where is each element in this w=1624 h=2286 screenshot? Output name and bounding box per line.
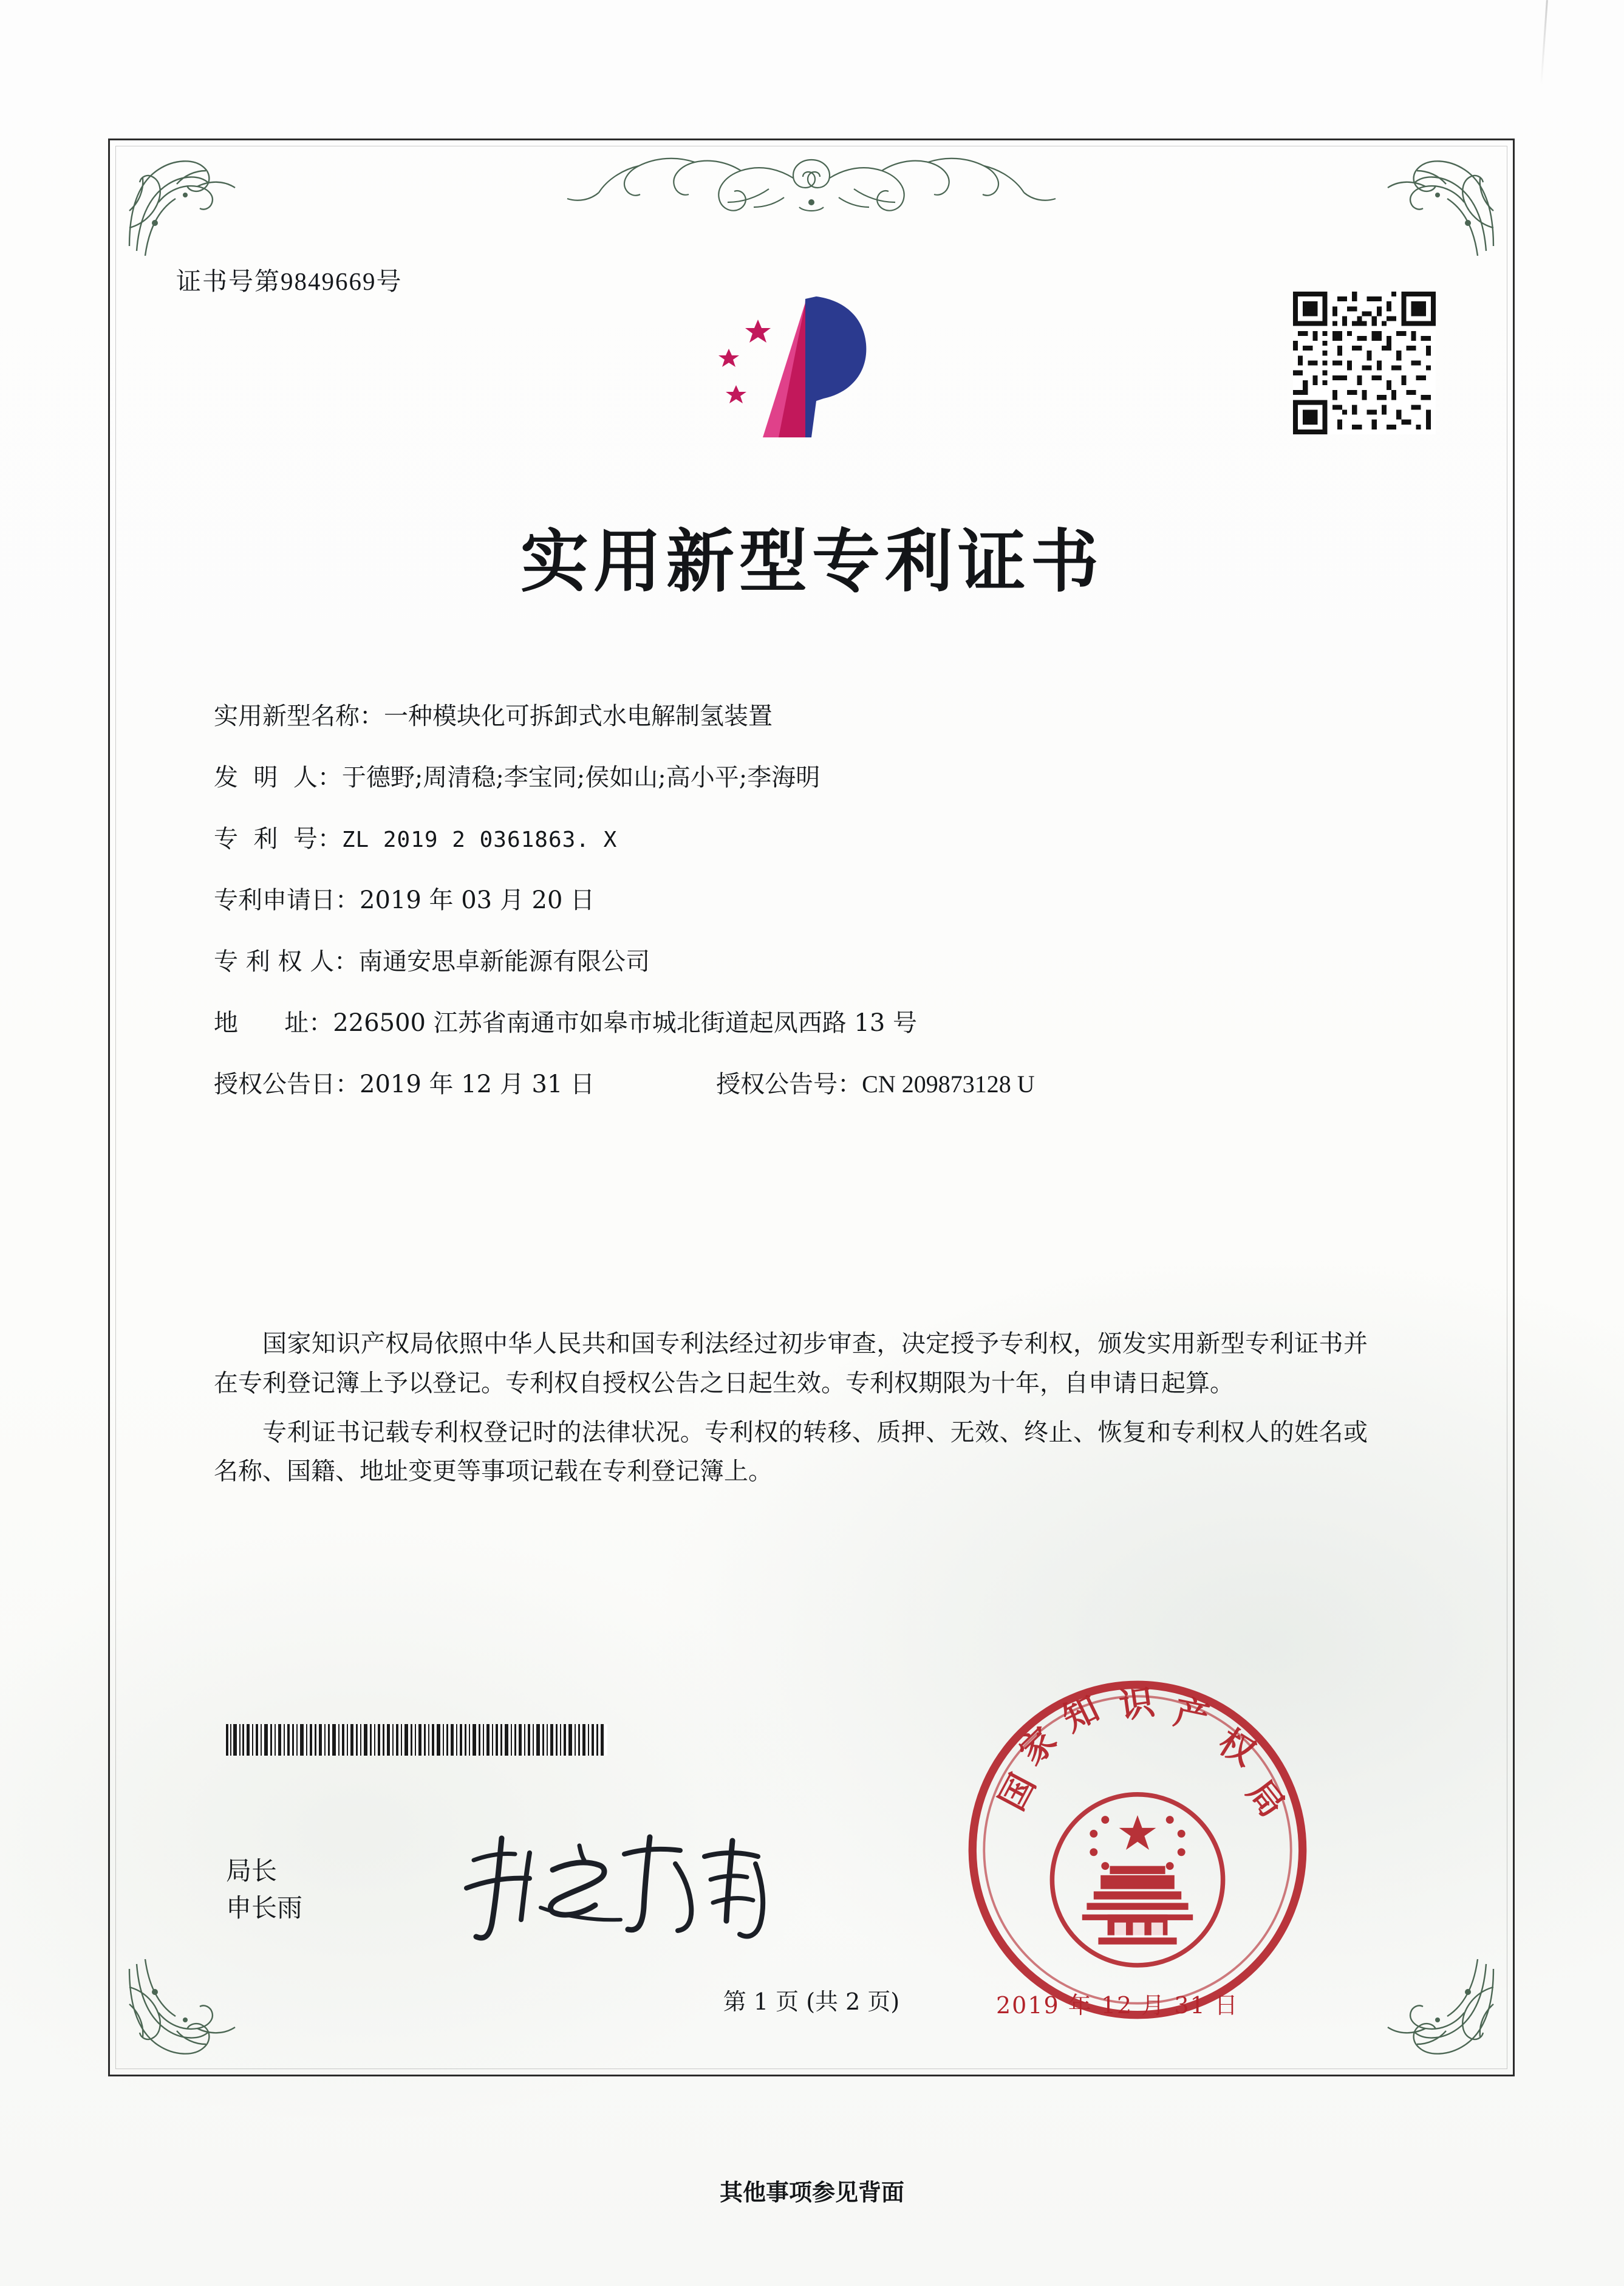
svg-text:权: 权: [1211, 1720, 1263, 1774]
field-label: 专利申请日：: [214, 886, 360, 914]
qr-code: [1293, 292, 1436, 434]
official-red-seal: [964, 1677, 1311, 2023]
ornament-corner-bottom-right: [1377, 1954, 1504, 2066]
grant-date-label: 授权公告日：: [214, 1070, 360, 1098]
field-label: 发 明 人：: [214, 764, 342, 792]
ornament-corner-top-left: [118, 149, 246, 261]
grant-number-label: 授权公告号：: [716, 1070, 862, 1098]
field-value: 2019 年 03 月 20 日: [360, 886, 595, 914]
legal-body-text: [214, 1324, 1368, 1501]
field-label: 实用新型名称：: [214, 702, 384, 730]
field-application-date: [214, 884, 1368, 917]
certificate-number: 证书号第9849669号: [176, 267, 403, 295]
barcode: [225, 1724, 607, 1756]
svg-text:识: 识: [1117, 1681, 1157, 1727]
field-grant-announcement: [214, 1068, 1368, 1101]
field-value: 226500 江苏省南通市如皋市城北街道起凤西路 13 号: [333, 1009, 918, 1037]
svg-text:家: 家: [1011, 1719, 1065, 1773]
field-address: [214, 1007, 1368, 1039]
grant-number-value: CN 209873128 U: [862, 1070, 1035, 1098]
field-inventors: [214, 761, 1368, 794]
grant-date-value: 2019 年 12 月 31 日: [360, 1070, 595, 1098]
field-list: [214, 700, 1368, 1129]
field-label: 地 址：: [214, 1009, 333, 1037]
ornament-top-center: [508, 144, 1115, 223]
field-patent-number: [214, 823, 1368, 855]
field-utility-model-name: [214, 700, 1368, 733]
scan-artifact: [1540, 0, 1548, 85]
footer-note: 其他事项参见背面: [719, 2178, 904, 2206]
field-label: 专 利 权 人：: [214, 948, 359, 976]
field-value: ZL 2019 2 0361863. X: [341, 827, 618, 852]
field-value: 于德野;周清稳;李宝同;侯如山;高小平;李海明: [341, 764, 821, 792]
legal-paragraph-2: 专利证书记载专利权登记时的法律状况。专利权的转移、质押、无效、终止、恢复和专利权人的姓名或名称、国籍、地址变更等事项记载在专利登记簿上。: [214, 1418, 1368, 1486]
ornament-corner-bottom-left: [118, 1954, 246, 2066]
field-value: 一种模块化可拆卸式水电解制氢装置: [384, 702, 773, 730]
field-value: 南通安思卓新能源有限公司: [358, 948, 650, 976]
svg-text:局: 局: [1239, 1772, 1293, 1825]
page-indicator: 第 1 页 (共 2 页): [723, 1988, 900, 2015]
handwritten-signature: [449, 1816, 790, 1956]
svg-text:国: 国: [991, 1767, 1044, 1817]
ornament-corner-top-right: [1377, 149, 1504, 261]
field-label: 专 利 号：: [214, 825, 342, 853]
seal-date: 2019 年 12 月 31 日: [996, 1992, 1239, 2019]
cnipa-emblem-icon: [686, 286, 929, 447]
director-block: [226, 1853, 302, 1927]
svg-text:产: 产: [1170, 1691, 1213, 1739]
svg-text:知: 知: [1056, 1688, 1106, 1740]
director-name: 申长雨: [226, 1892, 303, 1923]
director-role-label: 局长: [226, 1856, 278, 1886]
legal-paragraph-1: 国家知识产权局依照中华人民共和国专利法经过初步审查，决定授予专利权，颁发实用新型专利证书并在专利登记簿上予以登记。专利权自授权公告之日起生效。专利权期限为十年，自申请日起算。: [214, 1330, 1368, 1397]
page-title: 实用新型专利证书: [520, 522, 1104, 601]
field-patentee: [214, 945, 1368, 978]
